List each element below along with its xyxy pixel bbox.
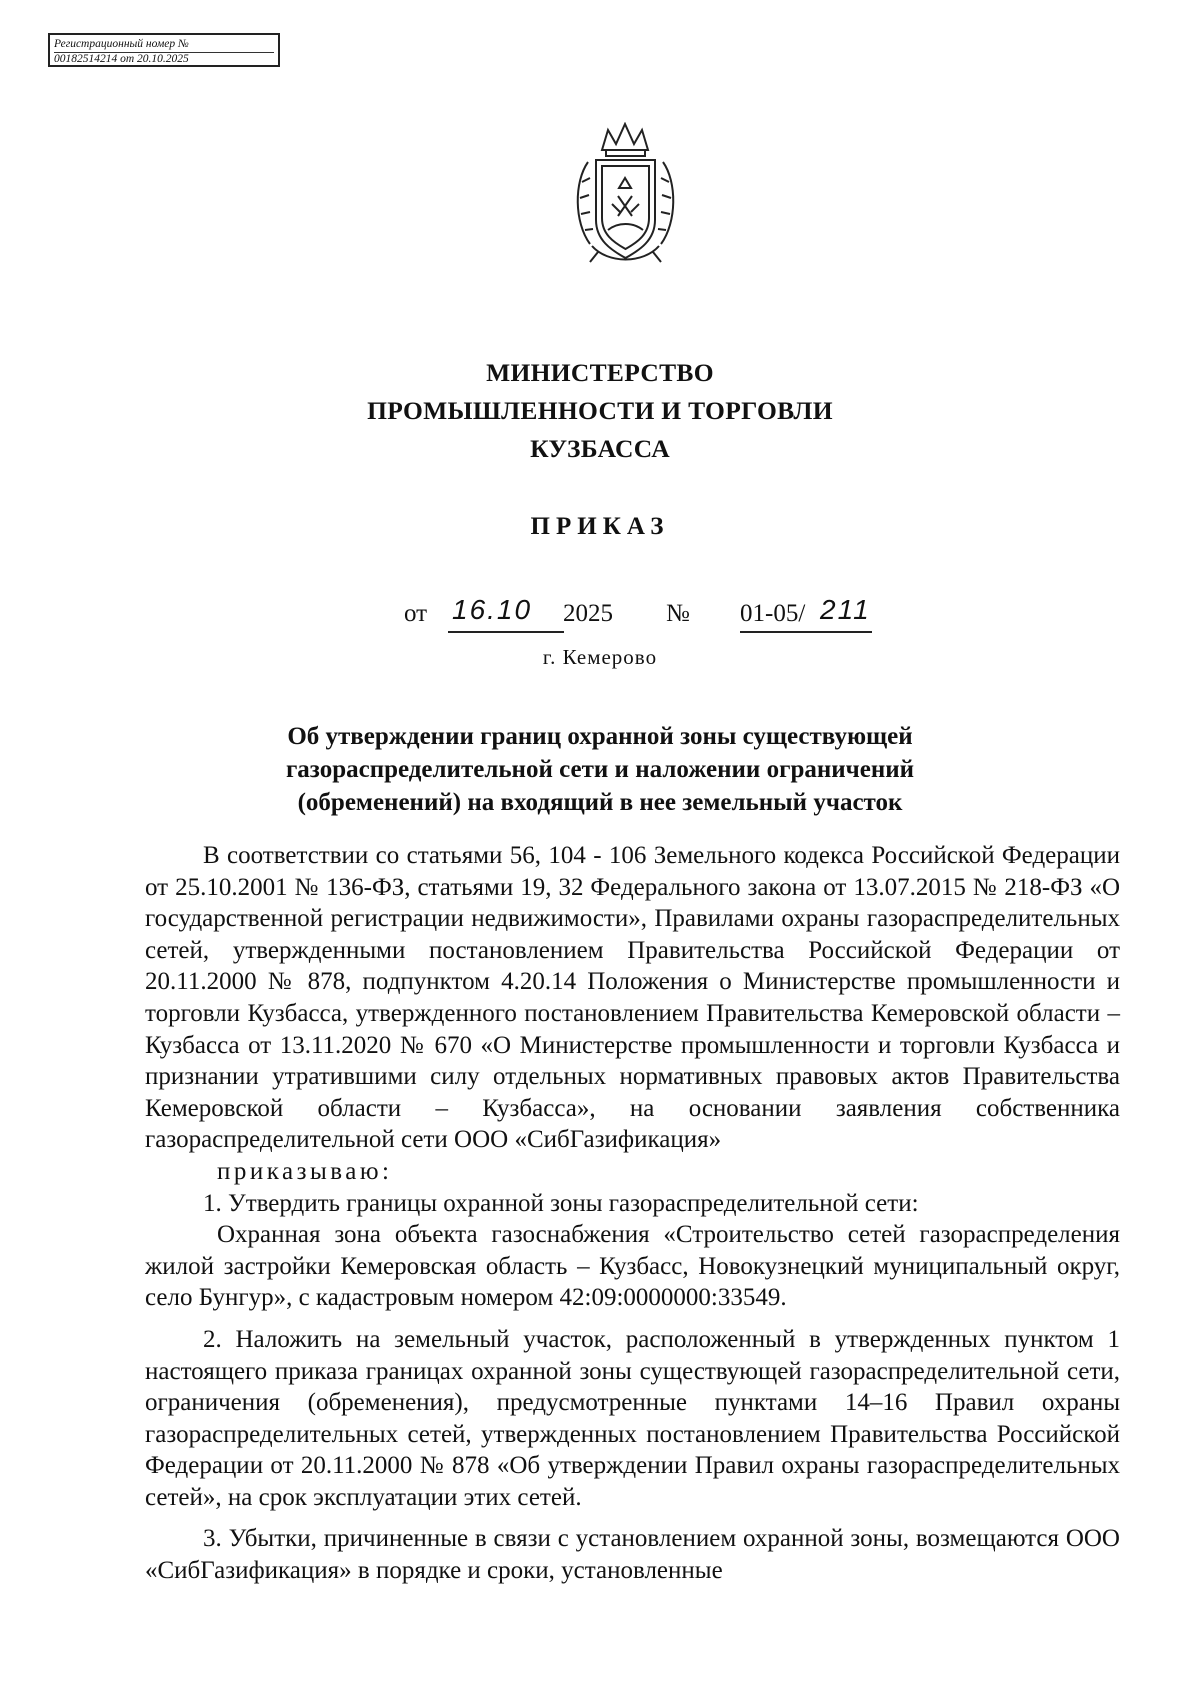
city-label: г. Кемерово: [542, 645, 658, 669]
ministry-name: [0, 354, 1200, 468]
date-underline: [448, 631, 564, 633]
number-suffix-handwritten: 211: [820, 594, 871, 625]
number-underline: [740, 631, 872, 633]
number-prefix: 01-05/: [740, 600, 806, 627]
document-subject: [0, 720, 1200, 819]
ministry-line-3: КУЗБАССА: [530, 434, 670, 463]
preamble-paragraph: В соответствии со статьями 56, 104 - 106 Земельного кодекса Российской Федерации от 25.10.2001 № 136-ФЗ, статьями 19, 32 Федерального закона от 13.07.2015 № 218-ФЗ «О государственной регистрации недвижимости», Правилами охраны газораспределительных сетей, утвержденными постановлением Правительства Российской Федерации от 20.11.2000 № 878, подпунктом 4.20.14 Положения о Министерстве промышленности и торговли Кузбасса, утвержденного постановлением Правительства Кемеровской области – Кузбасса от 13.11.2020 № 670 «О Министерстве промышленности и торговли Кузбасса и признании утратившими силу отдельных нормативных правовых актов Правительства Кемеровской области – Кузбасса», на основании заявления собственника газораспределительной сети ООО «СибГазификация»: [145, 842, 1120, 1154]
date-year: 2025: [563, 600, 613, 627]
order-date-number-line: [0, 594, 1200, 634]
registration-line-2: 00182514214 от 20.10.2025: [54, 52, 274, 66]
registration-stamp: [48, 33, 280, 67]
kuzbass-coat-of-arms-icon: [568, 122, 683, 270]
subject-line-2: газораспределительной сети и наложении ограничений: [285, 756, 915, 783]
document-body: [145, 840, 1120, 1587]
document-type: ПРИКАЗ: [530, 513, 670, 540]
item-1-paragraph: 1. Утвердить границы охранной зоны газораспределительной сети:: [203, 1189, 919, 1217]
ministry-line-2: ПРОМЫШЛЕННОСТИ И ТОРГОВЛИ: [367, 396, 833, 425]
ministry-line-1: МИНИСТЕРСТВО: [486, 358, 714, 387]
registration-line-1: Регистрационный номер №: [54, 38, 189, 50]
item-3-paragraph: 3. Убытки, причиненные в связи с установлением охранной зоны, возмещаются ООО «СибГазификация» в порядке и сроки, установленные: [145, 1525, 1120, 1585]
order-word: приказываю:: [217, 1157, 393, 1185]
subject-line-3: (обременений) на входящий в нее земельный участок: [297, 789, 903, 816]
item-1-detail-paragraph: Охранная зона объекта газоснабжения «Строительство сетей газораспределения жилой застройки Кемеровская область – Кузбасс, Новокузнецкий муниципальный округ, село Бунгур», с кадастровым номером 42:09:0000000:33549.: [145, 1221, 1120, 1312]
subject-line-1: Об утверждении границ охранной зоны существующей: [287, 723, 913, 750]
item-2-paragraph: 2. Наложить на земельный участок, расположенный в утвержденных пунктом 1 настоящего приказа границах охранной зоны существующей газораспределительной сети, ограничения (обременения), предусмотренные пунктами 14–16 Правил охраны газораспределительных сетей, утвержденных постановлением Правительства Российской Федерации от 20.11.2000 № 878 «Об утверждении Правил охраны газораспределительных сетей», на срок эксплуатации этих сетей.: [145, 1325, 1120, 1511]
date-day-month-handwritten: 16.10: [452, 594, 533, 625]
date-from-label: от: [404, 600, 428, 627]
number-label: №: [666, 600, 690, 627]
